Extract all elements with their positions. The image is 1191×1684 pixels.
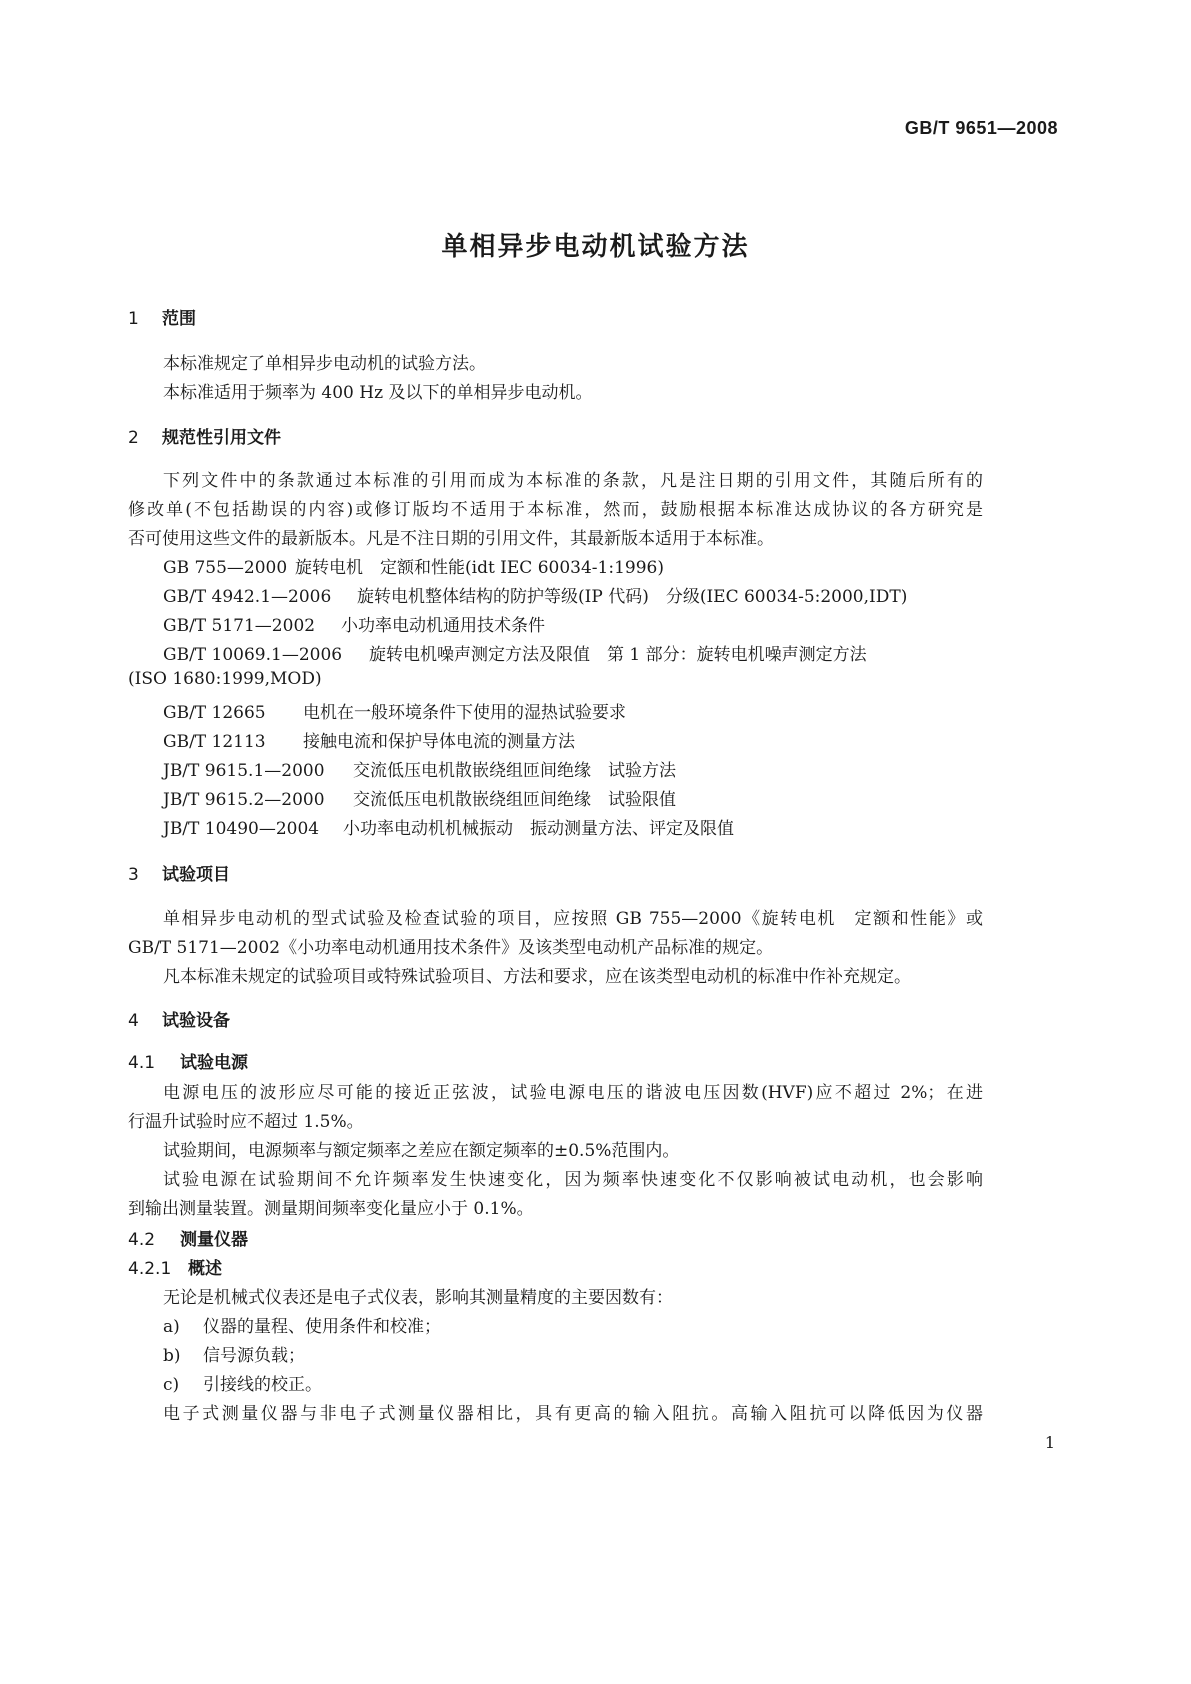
section-2-heading: [128, 423, 281, 448]
reference-code: GB/T 12113: [163, 732, 266, 752]
reference-code: GB/T 5171—2002: [163, 616, 316, 636]
reference-title: 电机在一般环境条件下使用的湿热试验要求: [303, 703, 626, 723]
subsection-number: 4.2: [128, 1230, 156, 1250]
section-title: 试验项目: [162, 865, 230, 885]
reference-item-continued: [128, 669, 322, 689]
paragraph: 本标准适用于频率为 400 Hz 及以下的单相异步电动机。: [163, 383, 593, 403]
list-item: [163, 1370, 322, 1395]
paragraph-line: 电源电压的波形应尽可能的接近正弦波，试验电源电压的谐波电压因数(HVF)应不超过 2%；在进: [163, 1083, 983, 1103]
list-label: a): [163, 1317, 180, 1337]
subsection-4-1-heading: [128, 1048, 248, 1073]
reference-title: 交流低压电机散嵌绕组匝间绝缘 试验限值: [353, 790, 676, 810]
subsection-title: 测量仪器: [180, 1230, 248, 1250]
reference-title: 小功率电动机机械振动 振动测量方法、评定及限值: [343, 819, 734, 839]
subsection-title: 试验电源: [180, 1053, 248, 1073]
reference-title: (ISO 1680:1999,MOD): [128, 669, 322, 689]
reference-item: [163, 727, 575, 752]
standard-code: GB/T 9651—2008: [904, 118, 1058, 138]
reference-code: JB/T 10490—2004: [163, 819, 320, 839]
list-label: b): [163, 1346, 181, 1366]
section-title: 规范性引用文件: [162, 428, 281, 448]
reference-title: 小功率电动机通用技术条件: [341, 616, 545, 636]
paragraph-line: 否可使用这些文件的最新版本。凡是不注日期的引用文件，其最新版本适用于本标准。: [128, 529, 774, 549]
reference-item: [163, 582, 907, 607]
section-number: 1: [128, 309, 139, 329]
reference-item: [163, 698, 626, 723]
reference-item: [163, 611, 545, 636]
subsection-4-2-heading: [128, 1225, 248, 1250]
list-text: 引接线的校正。: [203, 1375, 322, 1395]
reference-code: JB/T 9615.2—2000: [163, 790, 325, 810]
reference-title: 旋转电机 定额和性能(idt IEC 60034-1:1996): [295, 558, 664, 578]
section-title: 试验设备: [162, 1011, 230, 1031]
reference-title: 接触电流和保护导体电流的测量方法: [303, 732, 575, 752]
reference-code: GB/T 4942.1—2006: [163, 587, 332, 607]
paragraph-line: 电子式测量仪器与非电子式测量仪器相比，具有更高的输入阻抗。高输入阻抗可以降低因为仪器: [163, 1404, 983, 1424]
list-label: c): [163, 1375, 180, 1395]
paragraph-line: 到输出测量装置。测量期间频率变化量应小于 0.1%。: [128, 1199, 534, 1219]
reference-code: GB/T 12665: [163, 703, 266, 723]
reference-title: 交流低压电机散嵌绕组匝间绝缘 试验方法: [353, 761, 676, 781]
reference-item: [163, 756, 676, 781]
section-3-heading: [128, 860, 230, 885]
section-number: 3: [128, 865, 139, 885]
paragraph-line: 无论是机械式仪表还是电子式仪表，影响其测量精度的主要因数有：: [163, 1288, 673, 1308]
reference-item: [163, 814, 734, 839]
section-title: 范围: [162, 309, 196, 329]
paragraph-line: 试验期间，电源频率与额定频率之差应在额定频率的±0.5%范围内。: [163, 1141, 680, 1161]
section-4-heading: [128, 1006, 230, 1031]
list-text: 信号源负载；: [203, 1346, 305, 1366]
list-item: [163, 1312, 441, 1337]
paragraph-line: GB/T 5171—2002《小功率电动机通用技术条件》及该类型电动机产品标准的规定。: [128, 938, 774, 958]
paragraph-line: 修改单(不包括勘误的内容)或修订版均不适用于本标准，然而，鼓励根据本标准达成协议的各方研究是: [128, 500, 983, 520]
list-item: [163, 1341, 305, 1366]
paragraph-line: 凡本标准未规定的试验项目或特殊试验项目、方法和要求，应在该类型电动机的标准中作补充规定。: [163, 967, 911, 987]
paragraph: 本标准规定了单相异步电动机的试验方法。: [163, 354, 486, 374]
subsection-number: 4.2.1: [128, 1259, 172, 1279]
paragraph-line: 行温升试验时应不超过 1.5%。: [128, 1112, 364, 1132]
paragraph-line: 试验电源在试验期间不允许频率发生快速变化，因为频率快速变化不仅影响被试电动机，也会影响: [163, 1170, 983, 1190]
reference-code: GB 755—2000: [163, 558, 288, 578]
subsection-number: 4.1: [128, 1053, 156, 1073]
document-title: 单相异步电动机试验方法: [441, 232, 750, 262]
reference-item: [163, 785, 676, 810]
reference-title: 旋转电机噪声测定方法及限值 第 1 部分：旋转电机噪声测定方法: [369, 645, 867, 665]
page-number: 1: [1044, 1433, 1055, 1452]
section-number: 2: [128, 428, 139, 448]
section-number: 4: [128, 1011, 139, 1031]
reference-code: GB/T 10069.1—2006: [163, 645, 343, 665]
section-1-heading: [128, 304, 196, 329]
paragraph-line: 单相异步电动机的型式试验及检查试验的项目，应按照 GB 755—2000《旋转电机 定额和性能》或: [163, 909, 983, 929]
list-text: 仪器的量程、使用条件和校准；: [203, 1317, 441, 1337]
subsection-4-2-1-heading: [128, 1254, 222, 1279]
reference-item: [163, 553, 664, 578]
reference-code: JB/T 9615.1—2000: [163, 761, 325, 781]
subsection-title: 概述: [188, 1259, 222, 1279]
paragraph-line: 下列文件中的条款通过本标准的引用而成为本标准的条款，凡是注日期的引用文件，其随后所有的: [163, 471, 983, 491]
reference-title: 旋转电机整体结构的防护等级(IP 代码) 分级(IEC 60034-5:2000,IDT): [357, 587, 908, 607]
reference-item: [163, 640, 867, 665]
